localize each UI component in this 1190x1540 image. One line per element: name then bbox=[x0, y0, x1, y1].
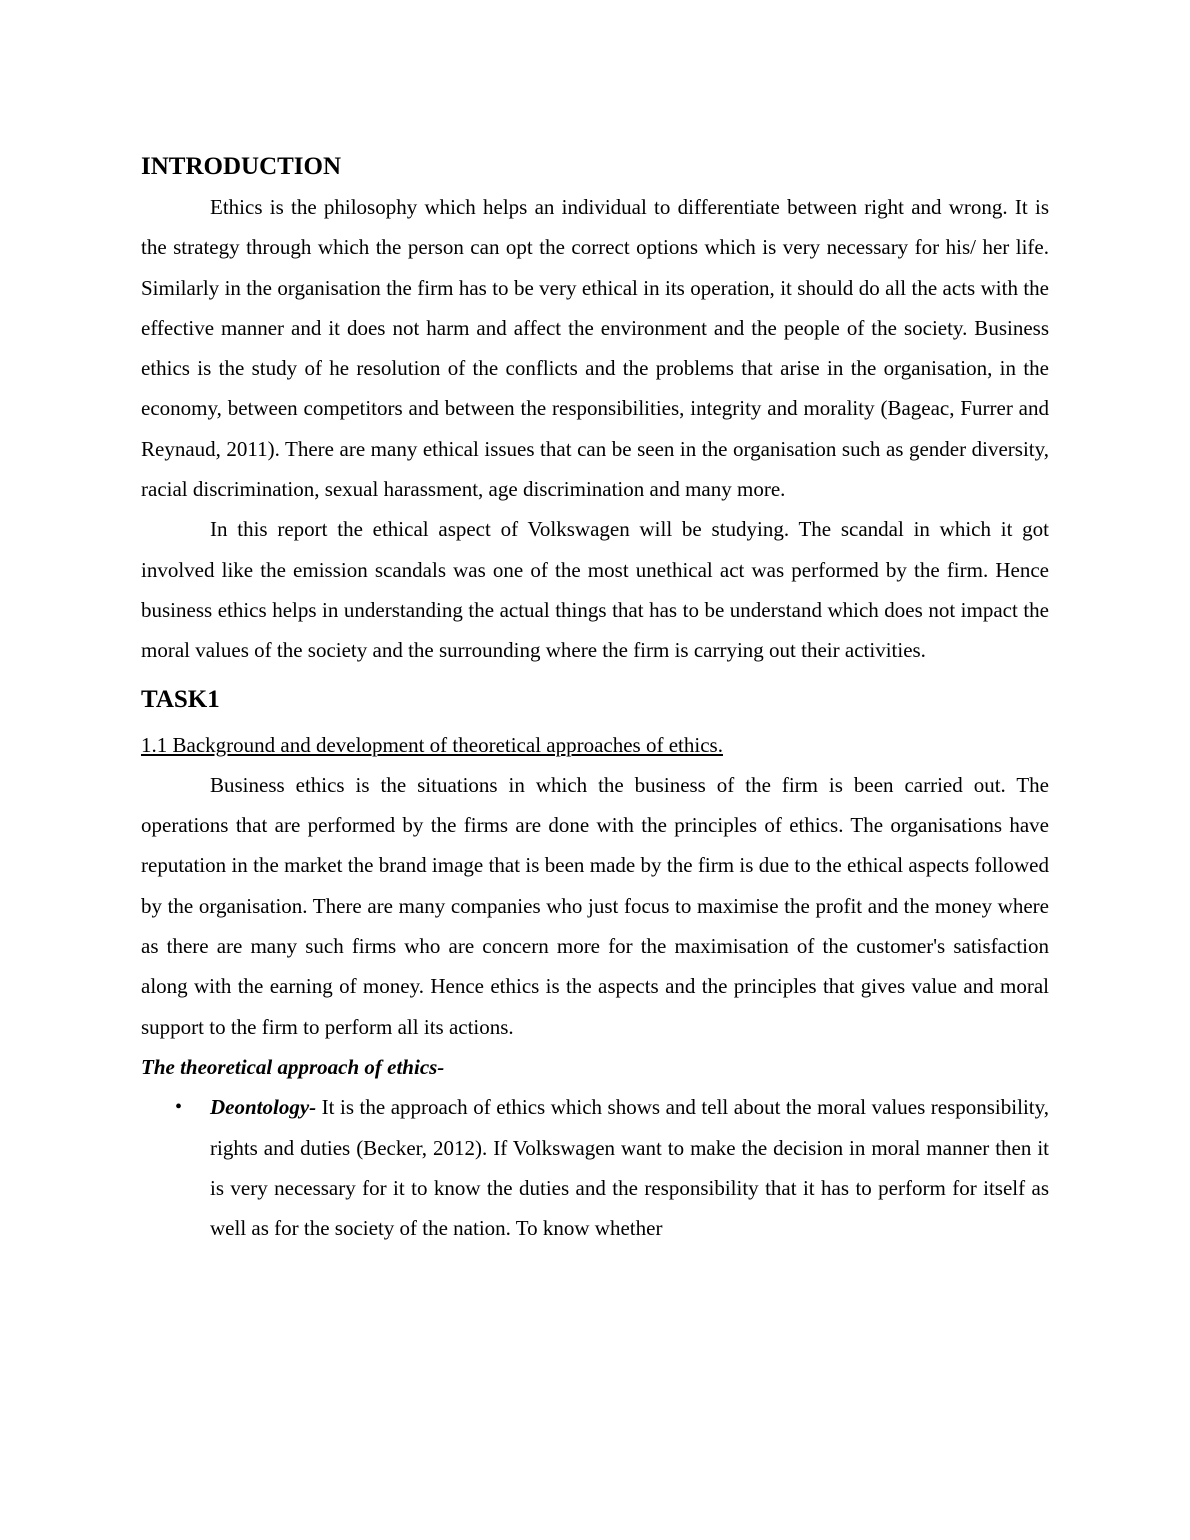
theoretical-approach-title: The theoretical approach of ethics- bbox=[141, 1054, 445, 1079]
approach-list bbox=[141, 1087, 1049, 1248]
document-page bbox=[141, 150, 1049, 1248]
task1-heading: TASK1 bbox=[141, 685, 220, 713]
introduction-heading: INTRODUCTION bbox=[141, 153, 342, 180]
intro-paragraph-2: In this report the ethical aspect of Volkswagen will be studying. The scandal in which it got involved like the emission scandals was one of the most unethical act was performed by the firm. Hence business ethics helps in understanding the actual things that has to be understand which does not impact the moral values of the society and the surrounding where the firm is carrying out their activities. bbox=[141, 517, 1049, 663]
section-1-1-title: 1.1 Background and development of theoretical approaches of ethics. bbox=[141, 732, 723, 757]
bullet-term: Deontology- bbox=[210, 1095, 317, 1120]
section-1-1-paragraph: Business ethics is the situations in which the business of the firm is been carried out. The operations that are performed by the firms are done with the principles of ethics. The organisations have reputation in the market the brand image that is been made by the firm is due to the ethical aspects followed by the organisation. There are many companies who just focus to maximise the profit and the money where as there are many such firms who are concern more for the maximisation of the customer's satisfaction along with the earning of money. Hence ethics is the aspects and the principles that gives value and moral support to the firm to perform all its actions. bbox=[141, 772, 1049, 1039]
list-item bbox=[141, 1087, 1049, 1248]
intro-paragraph-1: Ethics is the philosophy which helps an individual to differentiate between right and wrong. It is the strategy through which the person can opt the correct options which is very necessary for his/ her life. Similarly in the organisation the firm has to be very ethical in its operation, it should do all the acts with the effective manner and it does not harm and affect the environment and the people of the society. Business ethics is the study of he resolution of the conflicts and the problems that arise in the organisation, in the economy, between competitors and between the responsibilities, integrity and morality (Bageac, Furrer and Reynaud, 2011). There are many ethical issues that can be seen in the organisation such as gender diversity, racial discrimination, sexual harassment, age discrimination and many more. bbox=[141, 195, 1049, 502]
bullet-icon: • bbox=[175, 1096, 183, 1119]
bullet-text: It is the approach of ethics which shows and tell about the moral values responsibility, rights and duties (Becker, 2012). If Volkswagen want to make the decision in moral manner then it is very necessary for it to know the duties and the responsibility that it has to perform for itself as well as for the society of the nation. To know whether bbox=[210, 1095, 1049, 1241]
